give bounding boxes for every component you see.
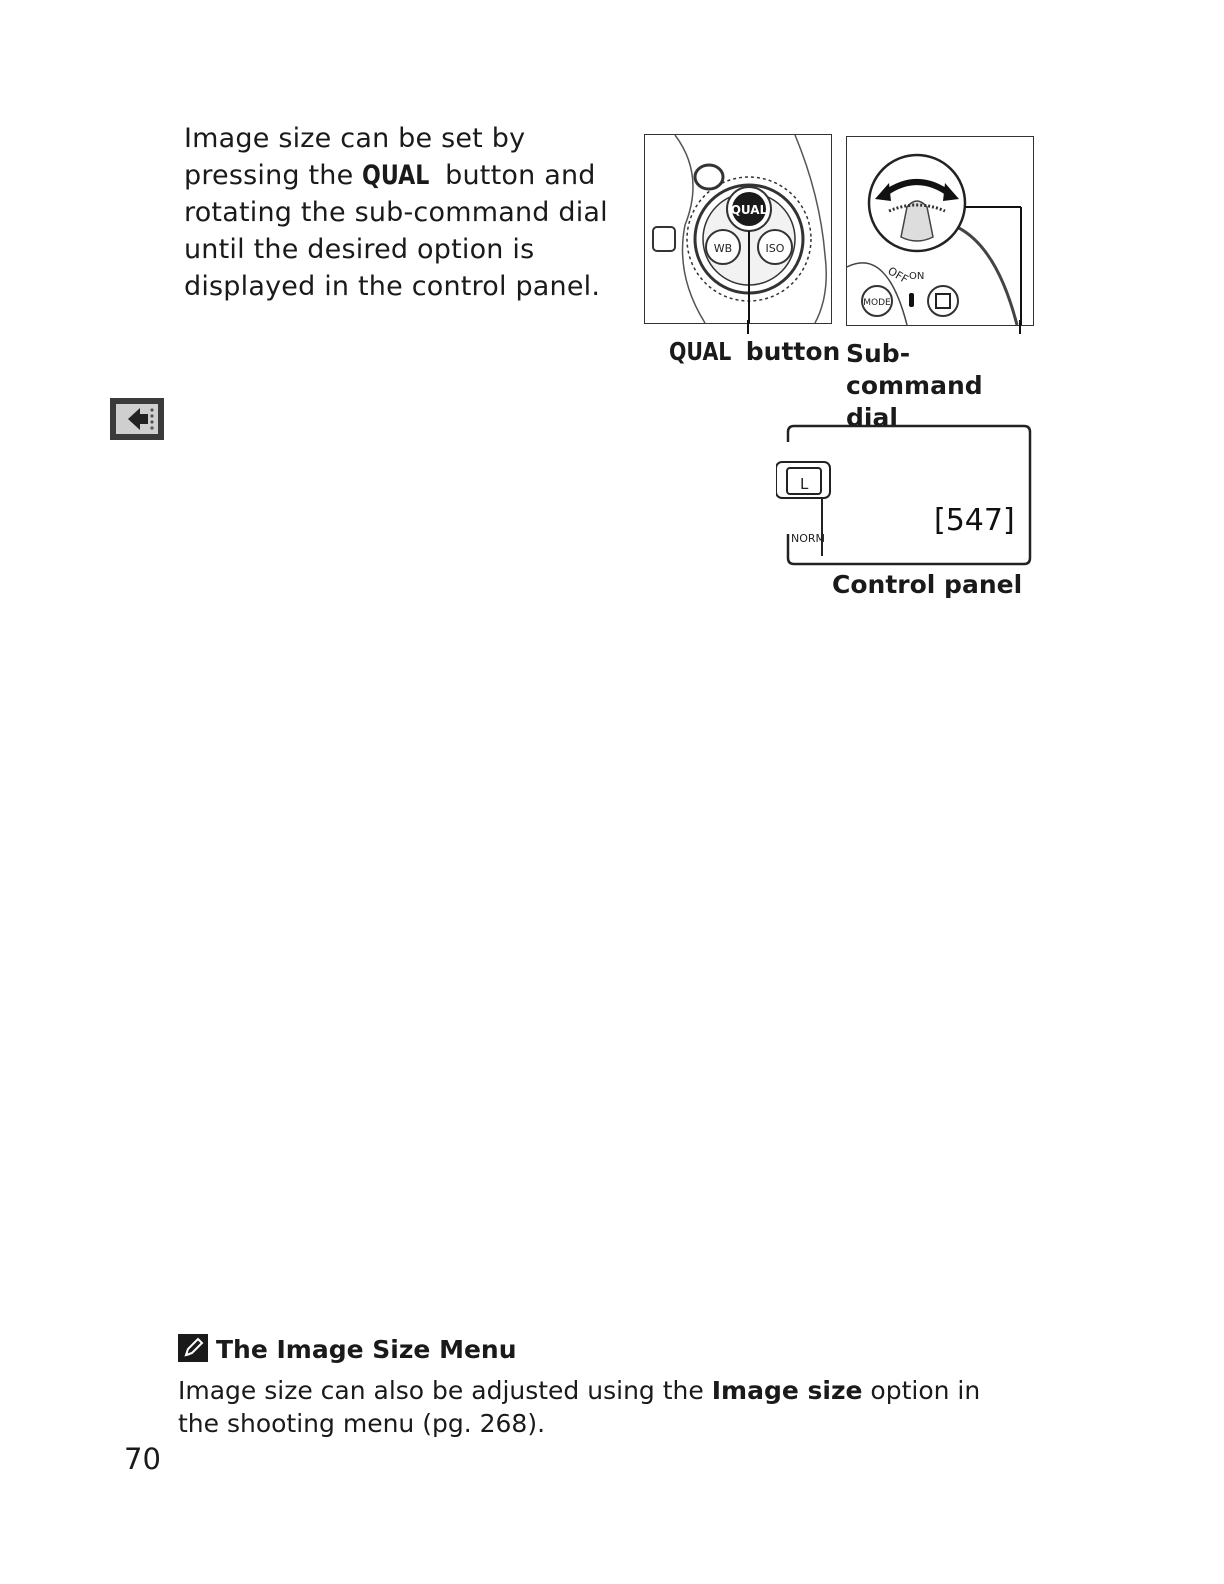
intro-paragraph [184, 120, 624, 305]
qual-caption-keyword: QUAL [669, 337, 732, 366]
section-tab-icon [110, 398, 164, 440]
sub-command-dial-illustration [846, 136, 1034, 326]
intro-text-after: button and rotating the sub-command dial until the desired option is displayed in the control panel. [184, 160, 608, 302]
iso-button-label: ISO [765, 242, 785, 255]
note-body-after: option in the shooting menu (pg. 268). [178, 1376, 981, 1438]
on-label: ON [909, 271, 925, 282]
qual-caption-text: button [737, 337, 841, 366]
quality-indicator: NORM [791, 532, 826, 545]
pencil-note-icon [178, 1334, 208, 1368]
qual-button-illustration [644, 134, 832, 324]
off-label: OFF [885, 264, 911, 287]
control-panel-lcd [776, 424, 1032, 568]
note-body-before: Image size can also be adjusted using the [178, 1376, 712, 1405]
note-title-text: The Image Size Menu [216, 1335, 517, 1364]
exposure-comp-button[interactable] [928, 286, 958, 316]
wb-button-label: WB [713, 242, 733, 255]
sub-command-dial-caption: Sub-command dial [846, 339, 983, 432]
note-body [178, 1374, 998, 1440]
intro-text-before: Image size can be set by pressing the [184, 123, 526, 191]
qual-button-label: QUAL [730, 203, 768, 217]
note-heading [178, 1334, 517, 1368]
qual-button-caption [669, 336, 840, 368]
qual-keyword: QUAL [362, 160, 430, 191]
page-number: 70 [124, 1442, 161, 1476]
image-size-option-link: Image size [711, 1376, 863, 1405]
mode-button-label: MODE [863, 298, 891, 308]
exposure-count: [547] [934, 503, 1015, 538]
image-size-indicator: L [800, 475, 809, 493]
control-panel-caption: Control panel [832, 570, 1023, 599]
